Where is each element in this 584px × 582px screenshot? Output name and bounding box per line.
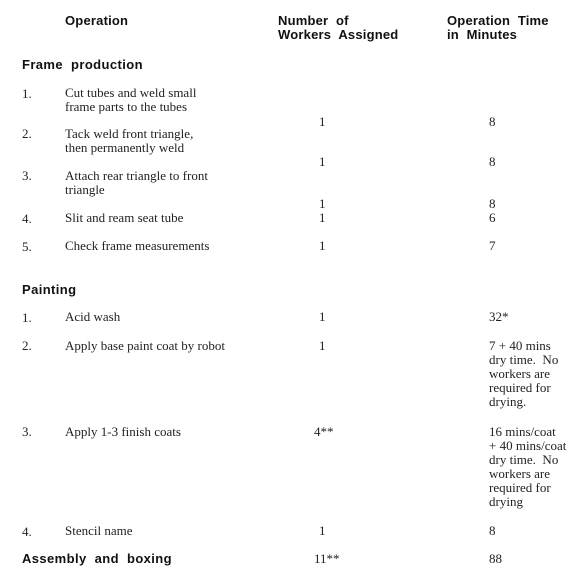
painting-row-3-time-line5: required for [489, 480, 551, 495]
painting-row-2-time-line1: 7 + 40 mins [489, 338, 551, 353]
painting-row-2-operation: Apply base paint coat by robot [65, 338, 225, 353]
frame-row-5-workers: 1 [319, 238, 326, 253]
frame-row-5-number: 5. [22, 239, 32, 254]
frame-row-3-time: 8 [489, 196, 496, 211]
frame-row-4-time: 6 [489, 210, 496, 225]
frame-row-2-workers: 1 [319, 154, 326, 169]
painting-row-1-number: 1. [22, 310, 32, 325]
frame-row-3-number: 3. [22, 168, 32, 183]
frame-row-3-workers: 1 [319, 196, 326, 211]
painting-row-1-operation: Acid wash [65, 309, 121, 324]
frame-row-3-operation-line1: Attach rear triangle to front [65, 168, 208, 183]
section-title-assembly: Assembly and boxing [22, 551, 172, 566]
frame-row-4-number: 4. [22, 211, 32, 226]
frame-row-2-time: 8 [489, 154, 496, 169]
frame-row-2-operation-line1: Tack weld front triangle, [65, 126, 194, 141]
frame-row-1-workers: 1 [319, 114, 326, 129]
frame-row-1-operation-line2: frame parts to the tubes [65, 99, 188, 114]
painting-row-2-time-line3: workers are [489, 366, 550, 381]
painting-row-4-time: 8 [489, 523, 496, 538]
frame-row-1-number: 1. [22, 86, 32, 101]
frame-row-4-workers: 1 [319, 210, 326, 225]
section-title-painting: Painting [22, 282, 77, 297]
painting-row-4-operation: Stencil name [65, 523, 133, 538]
painting-row-2-workers: 1 [319, 338, 326, 353]
frame-row-2-number: 2. [22, 126, 32, 141]
painting-row-4-number: 4. [22, 524, 32, 539]
frame-row-4-operation: Slit and ream seat tube [65, 210, 184, 225]
header-operation: Operation [65, 13, 129, 28]
header-time-line1: Operation Time [447, 13, 549, 28]
painting-row-2-number: 2. [22, 338, 32, 353]
header-time-line2: in Minutes [447, 27, 518, 42]
frame-row-5-operation: Check frame measurements [65, 238, 210, 253]
painting-row-3-time-line1: 16 mins/coat [489, 424, 556, 439]
painting-row-2-time-line5: drying. [489, 394, 527, 409]
frame-row-3-operation-line2: triangle [65, 182, 105, 197]
painting-row-3-time-line2: + 40 mins/coat [489, 438, 567, 453]
painting-row-2-time-line2: dry time. No [489, 352, 559, 367]
painting-row-3-time-line4: workers are [489, 466, 550, 481]
section-title-frame: Frame production [22, 57, 143, 72]
painting-row-3-operation: Apply 1-3 finish coats [65, 424, 181, 439]
painting-row-1-time: 32* [489, 309, 509, 324]
header-workers-line2: Workers Assigned [278, 27, 399, 42]
painting-row-2-time-line4: required for [489, 380, 551, 395]
assembly-time: 88 [489, 551, 502, 566]
painting-row-4-workers: 1 [319, 523, 326, 538]
frame-row-2-operation-line2: then permanently weld [65, 140, 185, 155]
painting-row-1-workers: 1 [319, 309, 326, 324]
header-workers-line1: Number of [278, 13, 349, 28]
painting-row-3-time-line6: drying [489, 494, 523, 509]
painting-row-3-workers: 4** [314, 424, 334, 439]
painting-row-3-number: 3. [22, 424, 32, 439]
assembly-workers: 11** [314, 551, 340, 566]
frame-row-1-operation-line1: Cut tubes and weld small [65, 85, 197, 100]
painting-row-3-time-line3: dry time. No [489, 452, 559, 467]
frame-row-1-time: 8 [489, 114, 496, 129]
frame-row-5-time: 7 [489, 238, 496, 253]
